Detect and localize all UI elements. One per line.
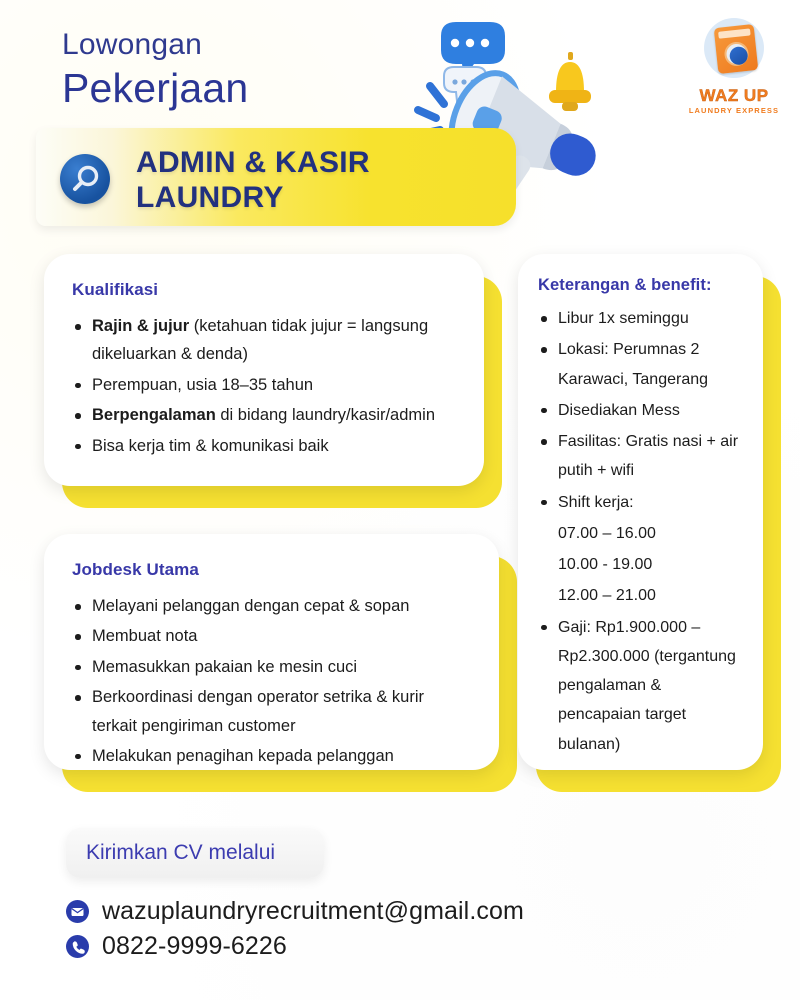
- list-item: Membuat nota: [72, 622, 473, 650]
- list-item: [72, 432, 458, 460]
- list-item: Fasilitas: Gratis nasi + air putih + wifi: [538, 427, 747, 486]
- phone-icon: [66, 935, 89, 958]
- qualifications-list: [72, 312, 458, 460]
- banner-title-line-1: ADMIN & KASIR: [136, 146, 370, 179]
- qualifications-title: Kualifikasi: [72, 280, 159, 299]
- header-line-2: Pekerjaan: [62, 64, 249, 111]
- list-item: [72, 371, 458, 399]
- contact-email-row[interactable]: [66, 897, 524, 926]
- contact-phone: 0822-9999-6226: [102, 932, 287, 960]
- list-item: 07.00 – 16.00: [558, 524, 656, 542]
- list-item: Gaji: Rp1.900.000 – Rp2.300.000 (tergantung pengalaman & pencapaian target bulanan): [538, 613, 747, 759]
- qualifications-card: [44, 254, 484, 486]
- envelope-icon: [66, 900, 89, 923]
- header-line-1: Lowongan: [62, 28, 203, 61]
- logo-name-bottom: LAUNDRY EXPRESS: [688, 106, 780, 115]
- jobdesk-title: Jobdesk Utama: [72, 560, 199, 579]
- jobdesk-card: [44, 534, 499, 770]
- page-title: [62, 28, 248, 112]
- list-item: Melayani pelanggan dengan cepat & sopan: [72, 592, 473, 620]
- list-item: [72, 312, 458, 369]
- company-logo: [684, 18, 784, 122]
- cv-cta-label: Kirimkan CV melalui: [86, 841, 276, 864]
- contact-email: wazuplaundryrecruitment@gmail.com: [102, 897, 524, 925]
- list-item: Disediakan Mess: [538, 396, 747, 425]
- list-item: Libur 1x seminggu: [538, 304, 747, 333]
- benefits-card: [518, 254, 763, 770]
- cv-cta-pill: [66, 828, 324, 878]
- item-bold: Berpengalaman: [92, 406, 216, 425]
- job-title-banner: [36, 128, 516, 226]
- item-bold: Rajin & jujur: [92, 317, 190, 335]
- jobdesk-list: [72, 592, 473, 770]
- benefits-title: Keterangan & benefit:: [538, 276, 712, 294]
- item-text: di bidang laundry/kasir/admin: [215, 406, 436, 425]
- list-item: Shift kerja:: [538, 488, 747, 517]
- magnifier-icon: [60, 154, 110, 204]
- list-item: Berkoordinasi dengan operator setrika & kurir terkait pengiriman customer: [72, 683, 473, 740]
- item-text: Bisa kerja tim & komunikasi baik: [92, 436, 329, 455]
- list-item: 12.00 – 21.00: [558, 587, 656, 605]
- item-text: (ketahuan tidak jujur = langsung dikeluarkan & denda): [92, 317, 429, 364]
- benefits-list: [538, 304, 747, 759]
- list-item: [72, 401, 458, 429]
- washing-machine-icon: [696, 18, 772, 86]
- logo-name-top: WAZ UP: [699, 86, 769, 105]
- item-text: Perempuan, usia 18–35 tahun: [92, 375, 314, 394]
- list-item: 10.00 - 19.00: [558, 556, 653, 574]
- list-item: Melakukan penagihan kepada pelanggan: [72, 742, 473, 770]
- banner-title-line-2: LAUNDRY: [136, 180, 284, 214]
- list-item: Lokasi: Perumnas 2 Karawaci, Tangerang: [538, 335, 747, 394]
- list-item: Memasukkan pakaian ke mesin cuci: [72, 653, 473, 681]
- contact-block: [66, 897, 524, 967]
- contact-phone-row[interactable]: [66, 932, 524, 961]
